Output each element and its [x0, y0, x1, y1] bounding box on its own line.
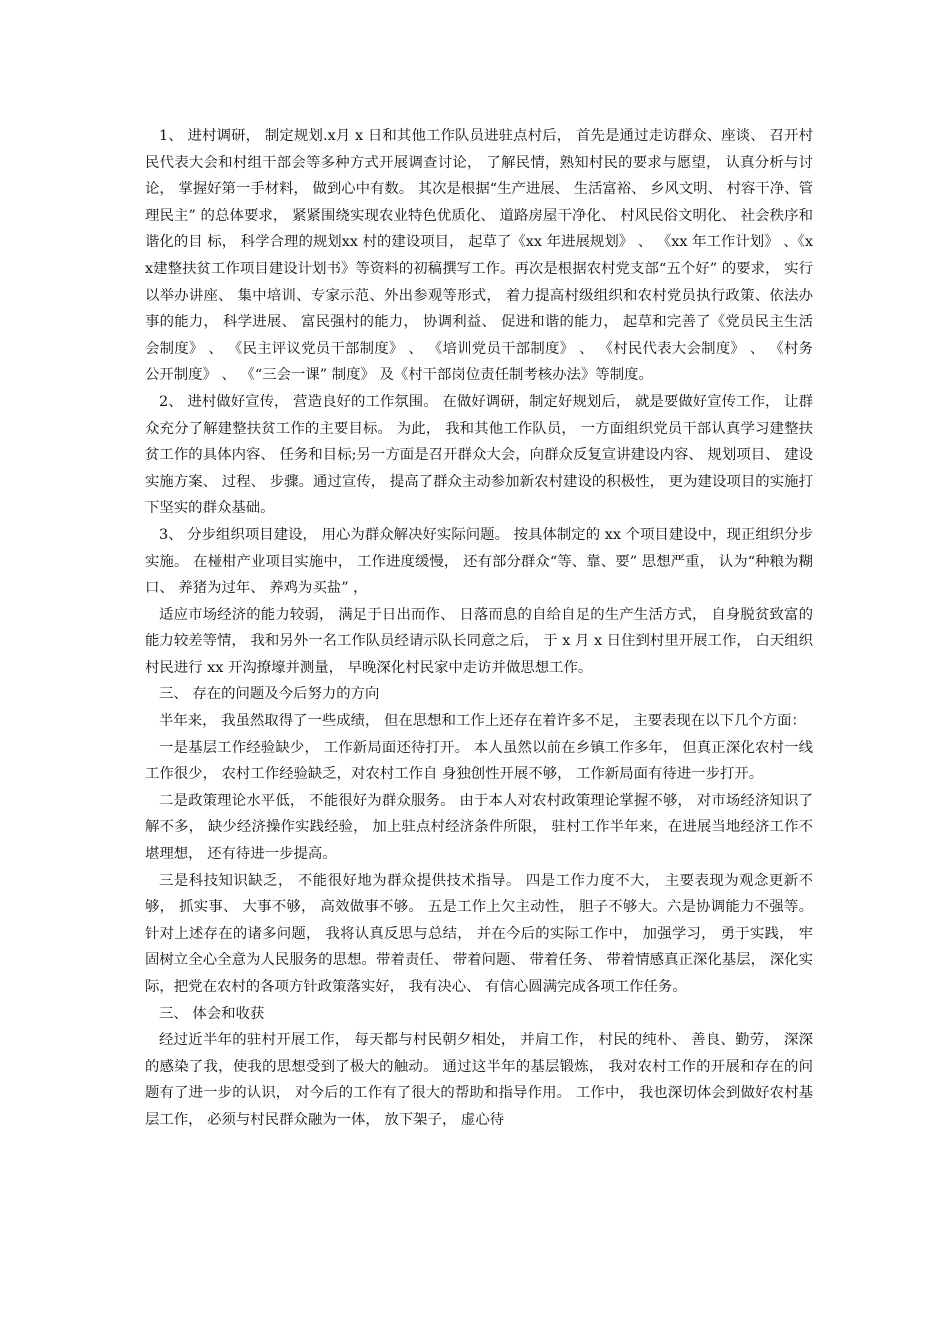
paragraph-problem-experience: 一是基层工作经验缺少， 工作新局面还待打开。 本人虽然以前在乡镇工作多年， 但真正深化农村一线工作很少， 农村工作经验缺乏，对农村工作自 身独创性开展不够， 工作新局面有待进一步打开。 [145, 739, 813, 783]
section-heading-experience: 三、 体会和收获 [159, 1005, 265, 1022]
paragraph-problem-policy: 二是政策理论水平低， 不能很好为群众服务。 由于本人对农村政策理论掌握不够， 对市场经济知识了解不多， 缺少经济操作实践经验， 加上驻点村经济条件所限， 驻村工作半年来，在进展当地经济工作不堪理想， 还有待进一步提高。 [145, 792, 813, 863]
paragraph-village-research: 1、 进村调研， 制定规划.x月 x 日和其他工作队员进驻点村后， 首先是通过走访群众、座谈、 召开村民代表大会和村组干部会等多种方式开展调查讨论， 了解民情，熟知村民的要求与愿望， 认真分析与讨论， 掌握好第一手材料， 做到心中有数。 其次是根据“生产进展、 生活富裕、 乡风文明、 村容干净、管理民主” 的总体要求， 紧紧围绕实现农业特色优质化、 道路房屋干净化、 村风民俗文明化、 社会秩序和谐化的目 标， 科学合理的规划xx 村的建设项目， 起草了《xx 年进展规划》 、 《xx 年工作计划》 、《xx建整扶贫工作项目建设计划书》等资料的初稿撰写工作。再次是根据农村党支部“五个好” 的要求， 实行以举办讲座、 集中培训、专家示范、外出参观等形式， 着力提高村级组织和农村党员执行政策、依法办事的能力， 科学进展、 富民强村的能力， 协调利益、 促进和谐的能力， 起草和完善了《党员民主生活会制度》 、 《民主评议党员干部制度》 、 《培训党员干部制度》 、 《村民代表大会制度》 、 《村务公开制度》 、 《“三会一课” 制度》 及《村干部岗位责任制考核办法》等制度。 [145, 128, 813, 384]
paragraph-half-year-summary: 半年来， 我虽然取得了一些成绩， 但在思想和工作上还存在着许多不足， 主要表现在以下几个方面： [159, 713, 806, 730]
paragraph-project-construction: 3、 分步组织项目建设， 用心为群众解决好实际问题。 按具体制定的 xx 个项目建设中，现正组织分步实施。 在椪柑产业项目实施中， 工作进度缓慢， 还有部分群众“等、靠、要” 思想严重， 认为“种粮为糊口、 养猪为过年、 养鸡为买盐” ， [145, 526, 813, 597]
paragraph-experience-gains: 经过近半年的驻村开展工作， 每天都与村民朝夕相处， 并肩工作， 村民的纯朴、 善良、勤劳， 深深的感染了我，使我的思想受到了极大的触动。 通过这半年的基层锻炼， 我对农村工作的开展和存在的问题有了进一步的认识， 对今后的工作有了很大的帮助和指导作用。 工作中， 我也深切体会到做好农村基层工作， 必须与村民群众融为一体， 放下架子， 虚心待 [145, 1032, 813, 1128]
paragraph-market-adaptation: 适应市场经济的能力较弱， 满足于日出而作、 日落而息的自给自足的生产生活方式， 自身脱贫致富的能力较差等情， 我和另外一名工作队员经请示队长同意之后， 于 x 月 x 日住到村里开展工作， 白天组织村民进行 xx 开沟撩壕并测量， 早晚深化村民家中走访并做思想工作。 [145, 606, 813, 676]
paragraph-problem-technology: 三是科技知识缺乏， 不能很好地为群众提供技术指导。 四是工作力度不大， 主要表现为观念更新不够， 抓实事、 大事不够， 高效做事不够。 五是工作上欠主动性， 胆子不够大。六是协调能力不强等。针对上述存在的诸多问题， 我将认真反思与总结， 并在今后的实际工作中， 加强学习， 勇于实践， 牢固树立全心全意为人民服务的思想。带着责任、 带着问题、 带着任务、 带着情感真正深化基层， 深化实际，把党在农村的各项方针政策落实好， 我有决心、 有信心圆满完成各项工作任务。 [145, 872, 813, 995]
paragraph-publicity: 2、 进村做好宣传， 营造良好的工作氛围。 在做好调研，制定好规划后， 就是要做好宣传工作， 让群众充分了解建整扶贫工作的主要目标。 为此， 我和其他工作队员， 一方面组织党员干部认真学习建整扶贫工作的具体内容、 任务和目标;另一方面是召开群众大会，向群众反复宣讲建设内容、 规划项目、 建设实施方案、 过程、 步骤。通过宣传， 提高了群众主动参加新农村建设的积极性， 更为建设项目的实施打下坚实的群众基础。 [145, 393, 813, 517]
document-body [145, 123, 813, 1134]
section-heading-problems: 三、 存在的问题及今后努力的方向 [159, 686, 380, 703]
